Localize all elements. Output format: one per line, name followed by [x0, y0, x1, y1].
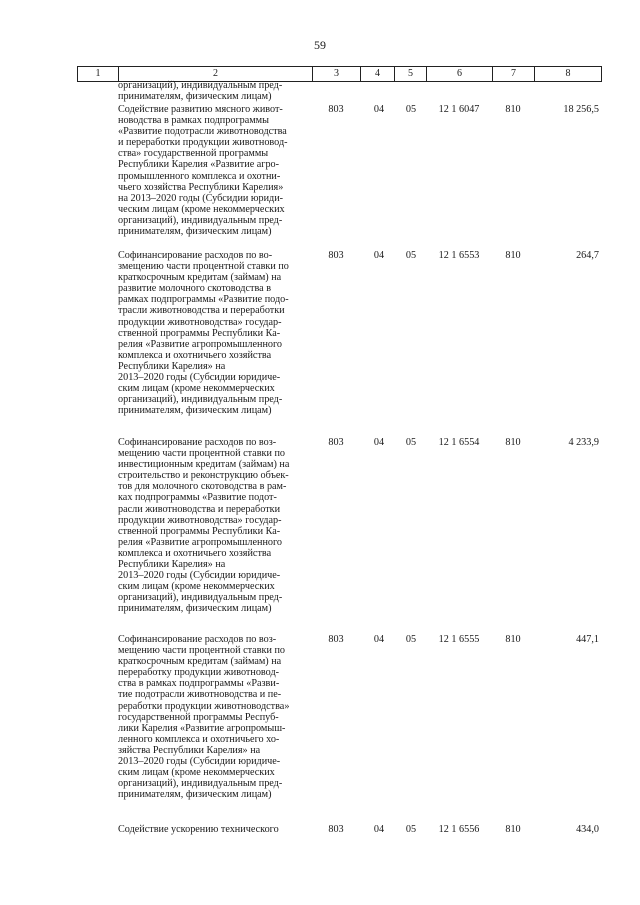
row-col-4: 04 [373, 634, 385, 645]
row-col-6: 12 1 6556 [438, 824, 480, 835]
header-col-7: 7 [492, 67, 534, 81]
row-col-8: 18 256,5 [563, 104, 599, 115]
row-col-5: 05 [405, 824, 417, 835]
row-col-4: 04 [373, 250, 385, 261]
row-col-7: 810 [505, 634, 521, 645]
row-description: Софинансирование расходов по воз- мещению части процентной ставки по инвестиционным кредитам (займам) на строительство и реконструкцию объек- тов для молочного скотоводства в рам- ках подпрограммы «Развитие подот- расли животноводства и переработки продукции животноводства» государ- ственной программы Республики Ка- релия «Развитие агропромышленного комплекса и охотничьего хозяйства Республики Карелия» на 2013–2020 годы (Субсидии юридиче- ским лицам (кроме некоммерческих организаций), индивидуальным пред- принимателям, физическим лицам) [118, 437, 290, 615]
row-col-3: 803 [328, 250, 344, 261]
row-col-8: 4 233,9 [568, 437, 599, 448]
header-col-3: 3 [312, 67, 360, 81]
row-description: Содействие ускорению технического [118, 824, 279, 835]
row-col-6: 12 1 6553 [438, 250, 480, 261]
row-col-6: 12 1 6555 [438, 634, 480, 645]
page-number: 59 [314, 38, 326, 52]
row-description: организаций), индивидуальным пред- принимателям, физическим лицам) [118, 80, 283, 103]
row-col-3: 803 [328, 437, 344, 448]
row-col-4: 04 [373, 104, 385, 115]
row-col-4: 04 [373, 824, 385, 835]
row-col-5: 05 [405, 437, 417, 448]
row-col-5: 05 [405, 104, 417, 115]
row-col-3: 803 [328, 104, 344, 115]
header-col-4: 4 [360, 67, 394, 81]
row-col-4: 04 [373, 437, 385, 448]
header-col-2: 2 [118, 67, 312, 81]
header-col-6: 6 [426, 67, 492, 81]
row-description: Содействие развитию мясного живот- новодства в рамках подпрограммы «Развитие подотрасли животноводства и переработки продукции животновод- ства» государственной программы Республики Карелия «Развитие агро- промышленного комплекса и охотни- чьего хозяйства Республики Карелия» на 2013–2020 годы (Субсидии юриди- ческим лицам (кроме некоммерческих организаций), индивидуальным пред- принимателям, физическим лицам) [118, 104, 288, 238]
row-col-7: 810 [505, 104, 521, 115]
row-col-3: 803 [328, 824, 344, 835]
row-description: Софинансирование расходов по воз- мещению части процентной ставки по краткосрочным кредитам (займам) на переработку продукции животновод- ства в рамках подпрограммы «Разви- тие подотрасли животноводства и пе- реработки продукции животноводства» государственной программы Респуб- лики Карелия «Развитие агропромыш- ленного комплекса и охотничьего хо- зяйства Республики Карелия» на 2013–2020 годы (Субсидии юридиче- ским лицам (кроме некоммерческих организаций), индивидуальным пред- принимателям, физическим лицам) [118, 634, 290, 801]
row-col-5: 05 [405, 634, 417, 645]
row-col-5: 05 [405, 250, 417, 261]
header-col-8: 8 [534, 67, 602, 81]
row-col-8: 447,1 [576, 634, 599, 645]
row-col-8: 434,0 [576, 824, 599, 835]
row-col-6: 12 1 6554 [438, 437, 480, 448]
row-col-7: 810 [505, 250, 521, 261]
row-col-6: 12 1 6047 [438, 104, 480, 115]
row-col-7: 810 [505, 824, 521, 835]
row-col-8: 264,7 [576, 250, 599, 261]
row-col-3: 803 [328, 634, 344, 645]
header-col-1: 1 [77, 67, 118, 81]
row-description: Софинансирование расходов по во- змещению части процентной ставки по краткосрочным кредитам (займам) на развитие молочного скотоводства в рамках подпрограммы «Развитие подо- трасли животноводства и переработки продукции животноводства» государ- ственной программы Республики Ка- релия «Развитие агропромышленного комплекса и охотничьего хозяйства Республики Карелия» на 2013–2020 годы (Субсидии юридиче- ским лицам (кроме некоммерческих организаций), индивидуальным пред- принимателям, физическим лицам) [118, 250, 289, 417]
header-col-5: 5 [394, 67, 426, 81]
row-col-7: 810 [505, 437, 521, 448]
